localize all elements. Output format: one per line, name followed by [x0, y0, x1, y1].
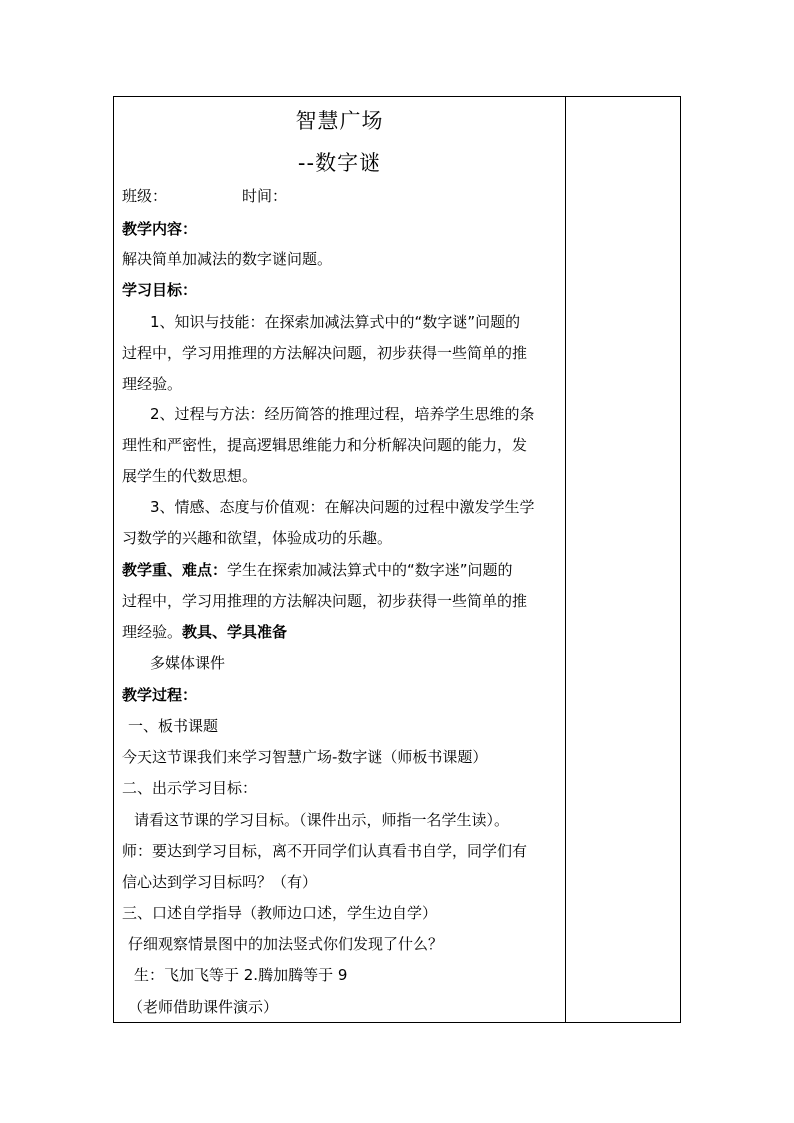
lesson-plan-table [113, 96, 681, 1023]
objective-1-line-3: 理经验。 [122, 375, 183, 393]
objective-2-line-3: 展学生的代数思想。 [122, 467, 258, 485]
student-line: 生：飞加飞等于 2.腾加腾等于 9 [134, 966, 348, 984]
process-heading: 教学过程： [122, 686, 198, 704]
notes-cell [566, 97, 680, 1022]
key-points-line-3-text: 理经验。 [122, 623, 183, 641]
objective-2-line-1: 2、过程与方法：经历简答的推理过程，培养学生思维的条 [150, 405, 535, 423]
objective-3-line-1: 3、情感、态度与价值观：在解决问题的过程中激发学生学 [150, 498, 535, 516]
page-subtitle: --数字谜 [297, 151, 382, 175]
teaching-content-text: 解决简单加减法的数字谜问题。 [122, 250, 333, 268]
step-2-heading: 二、出示学习目标： [122, 779, 258, 797]
key-points-line-2: 过程中，学习用推理的方法解决问题，初步获得一些简单的推 [122, 592, 528, 610]
class-label: 班级： [122, 187, 168, 205]
step-1-heading: 一、板书课题 [128, 717, 219, 735]
step-1-text: 今天这节课我们来学习智慧广场-数字谜（师板书课题） [122, 748, 488, 766]
key-points-text: 学生在探索加减法算式中的“数字迷”问题的 [227, 561, 513, 579]
step-3-heading: 三、口述自学指导（教师边口述，学生边自学） [122, 904, 438, 922]
step-2-text: 请看这节课的学习目标。（课件出示，师指一名学生读）。 [134, 811, 510, 829]
teaching-content-heading: 教学内容： [122, 220, 198, 238]
objectives-heading: 学习目标： [122, 281, 198, 299]
teacher-demo-line: （老师借助课件演示） [128, 998, 279, 1016]
objective-2-line-2: 理性和严密性，提高逻辑思维能力和分析解决问题的能力，发 [122, 436, 528, 454]
key-points-heading: 教学重、难点： [122, 561, 228, 579]
objective-1-line-1: 1、知识与技能：在探索加减法算式中的“数字谜”问题的 [150, 313, 521, 331]
page-title: 智慧广场 [295, 109, 384, 133]
step-3-text: 仔细观察情景图中的加法竖式你们发现了什么？ [128, 935, 444, 953]
main-content-cell [114, 97, 565, 1022]
key-points-line-1 [122, 560, 513, 580]
time-label: 时间： [242, 187, 288, 205]
key-points-line-3 [122, 622, 287, 642]
tools-text: 多媒体课件 [150, 654, 226, 672]
objective-1-line-2: 过程中，学习用推理的方法解决问题，初步获得一些简单的推 [122, 344, 528, 362]
tools-heading: 教具、学具准备 [182, 623, 288, 641]
objective-3-line-2: 习数学的兴趣和欲望，体验成功的乐趣。 [122, 529, 393, 547]
teacher-line-2: 信心达到学习目标吗？（有） [122, 873, 318, 891]
teacher-line-1: 师：要达到学习目标，离不开同学们认真看书自学，同学们有 [122, 842, 528, 860]
